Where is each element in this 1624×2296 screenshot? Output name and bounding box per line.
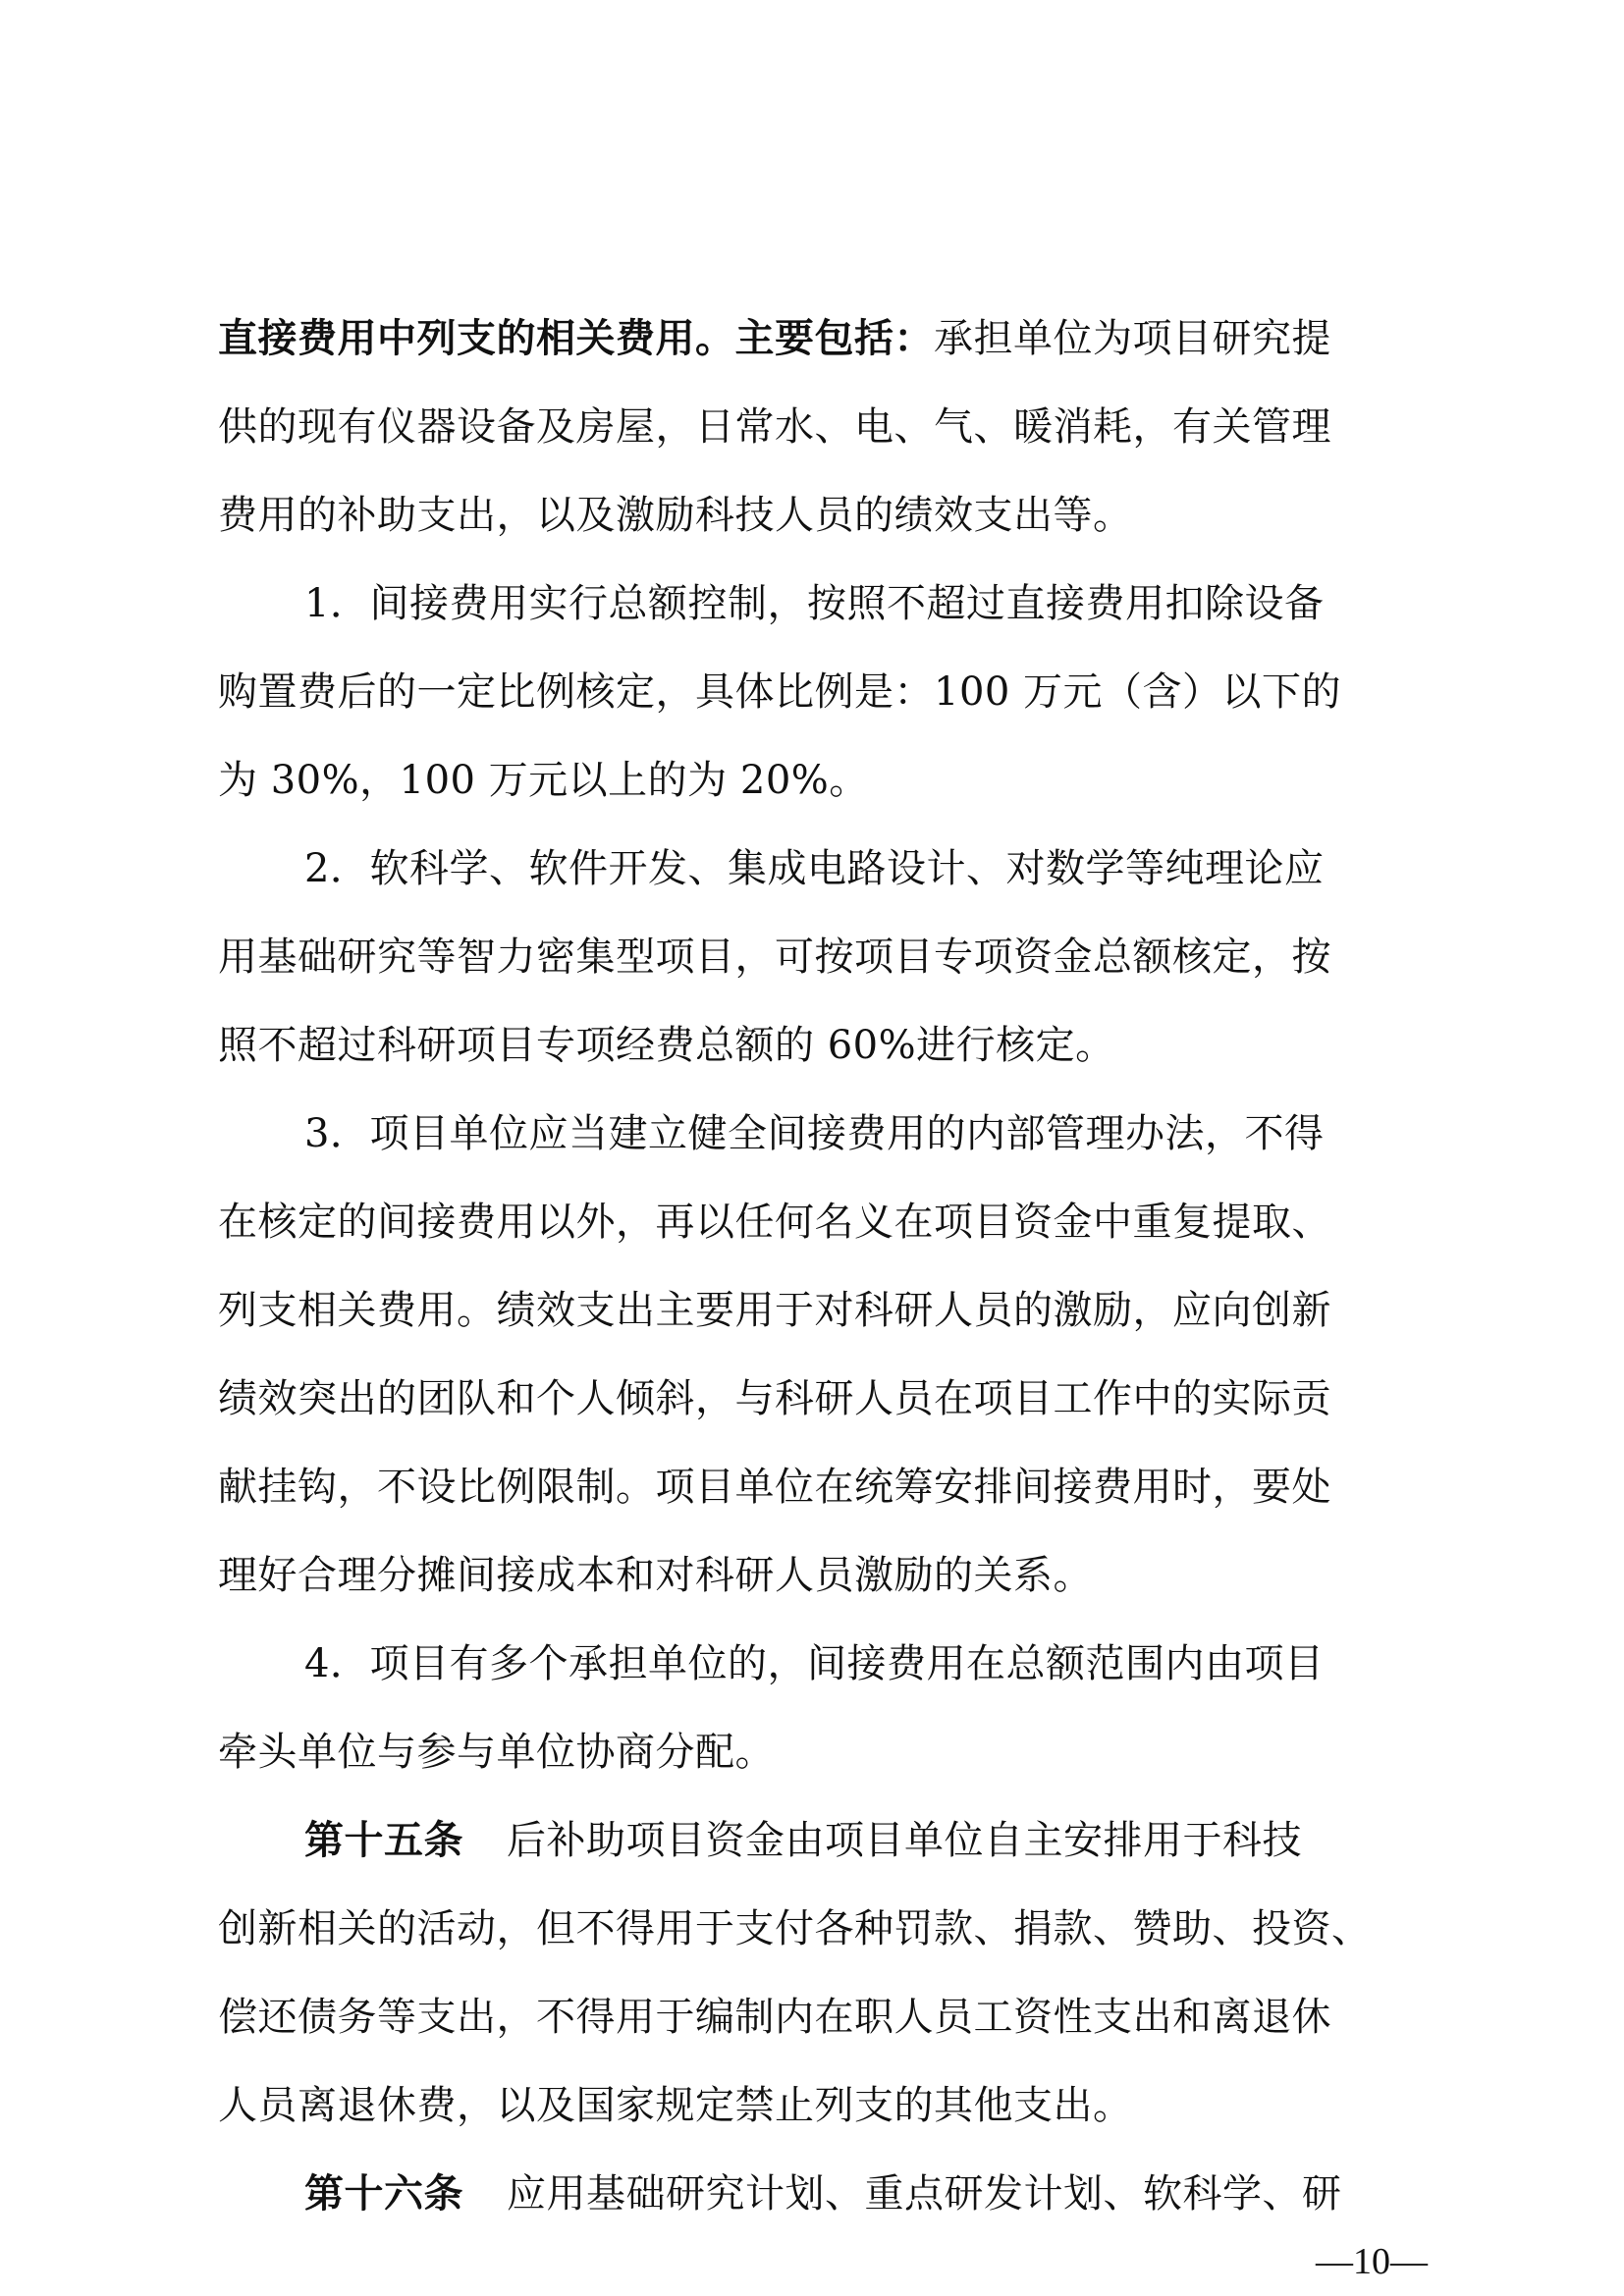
bold-phrase: 直接费用中列支的相关费用。主要包括： <box>218 315 934 361</box>
line-text: 应用基础研究计划、重点研发计划、软科学、研 <box>507 2171 1342 2216</box>
article-title: 第十五条 <box>304 1817 463 1863</box>
line-text: 人员离退休费，以及国家规定禁止列支的其他支出。 <box>218 2083 1133 2128</box>
line-text: 偿还债务等支出，不得用于编制内在职人员工资性支出和离退休 <box>218 1995 1331 2040</box>
line-text: 创新相关的活动，但不得用于支付各种罚款、捐款、赞助、投资、 <box>218 1906 1372 1951</box>
text-line <box>218 913 1408 1001</box>
line-text: 用基础研究等智力密集型项目，可按项目专项资金总额核定，按 <box>218 934 1331 980</box>
text-line <box>218 1178 1408 1266</box>
text-line <box>218 1973 1408 2061</box>
line-text: 列支相关费用。绩效支出主要用于对科研人员的激励，应向创新 <box>218 1288 1331 1333</box>
text-line <box>218 1531 1408 1620</box>
text-line <box>218 1355 1408 1443</box>
paragraph-start-line <box>218 1620 1408 1708</box>
line-text: 购置费后的一定比例核定，具体比例是：100 万元（含）以下的 <box>218 669 1342 715</box>
line-text: 后补助项目资金由项目单位自主安排用于科技 <box>507 1818 1302 1863</box>
paragraph-start-line <box>218 1090 1408 1178</box>
page-number: —10— <box>1316 2241 1428 2282</box>
paragraph-start-line <box>218 825 1408 913</box>
line-text: 费用的补助支出，以及激励科技人员的绩效支出等。 <box>218 493 1133 538</box>
text-line <box>218 1443 1408 1531</box>
document-body <box>218 294 1408 2238</box>
line-text: 绩效突出的团队和个人倾斜，与科研人员在项目工作中的实际贡 <box>218 1376 1331 1421</box>
line-text: 1．间接费用实行总额控制，按照不超过直接费用扣除设备 <box>304 581 1325 626</box>
paragraph-start-line <box>218 560 1408 648</box>
line-text: 4．项目有多个承担单位的，间接费用在总额范围内由项目 <box>304 1641 1325 1686</box>
article-start-line <box>218 1796 1408 1885</box>
line-text: 理好合理分摊间接成本和对科研人员激励的关系。 <box>218 1553 1093 1598</box>
text-line <box>218 1266 1408 1355</box>
line-text: 为 30%，100 万元以上的为 20%。 <box>218 758 869 803</box>
line-text: 在核定的间接费用以外，再以任何名义在项目资金中重复提取、 <box>218 1200 1331 1245</box>
text-line <box>218 383 1408 471</box>
line-text: 承担单位为项目研究提 <box>934 316 1331 361</box>
text-line <box>218 1708 1408 1796</box>
text-line <box>218 294 1408 383</box>
article-title: 第十六条 <box>304 2170 463 2216</box>
text-line <box>218 648 1408 736</box>
text-line <box>218 471 1408 560</box>
line-text: 照不超过科研项目专项经费总额的 60%进行核定。 <box>218 1023 1115 1068</box>
line-text: 供的现有仪器设备及房屋，日常水、电、气、暖消耗，有关管理 <box>218 404 1331 450</box>
line-text: 2．软科学、软件开发、集成电路设计、对数学等纯理论应 <box>304 846 1325 891</box>
line-text: 3．项目单位应当建立健全间接费用的内部管理办法，不得 <box>304 1111 1325 1156</box>
line-text: 牵头单位与参与单位协商分配。 <box>218 1730 775 1775</box>
text-line <box>218 2061 1408 2150</box>
text-line <box>218 1001 1408 1090</box>
text-line <box>218 736 1408 825</box>
article-start-line <box>218 2150 1408 2238</box>
text-line <box>218 1885 1408 1973</box>
line-text: 献挂钩，不设比例限制。项目单位在统筹安排间接费用时，要处 <box>218 1465 1331 1510</box>
